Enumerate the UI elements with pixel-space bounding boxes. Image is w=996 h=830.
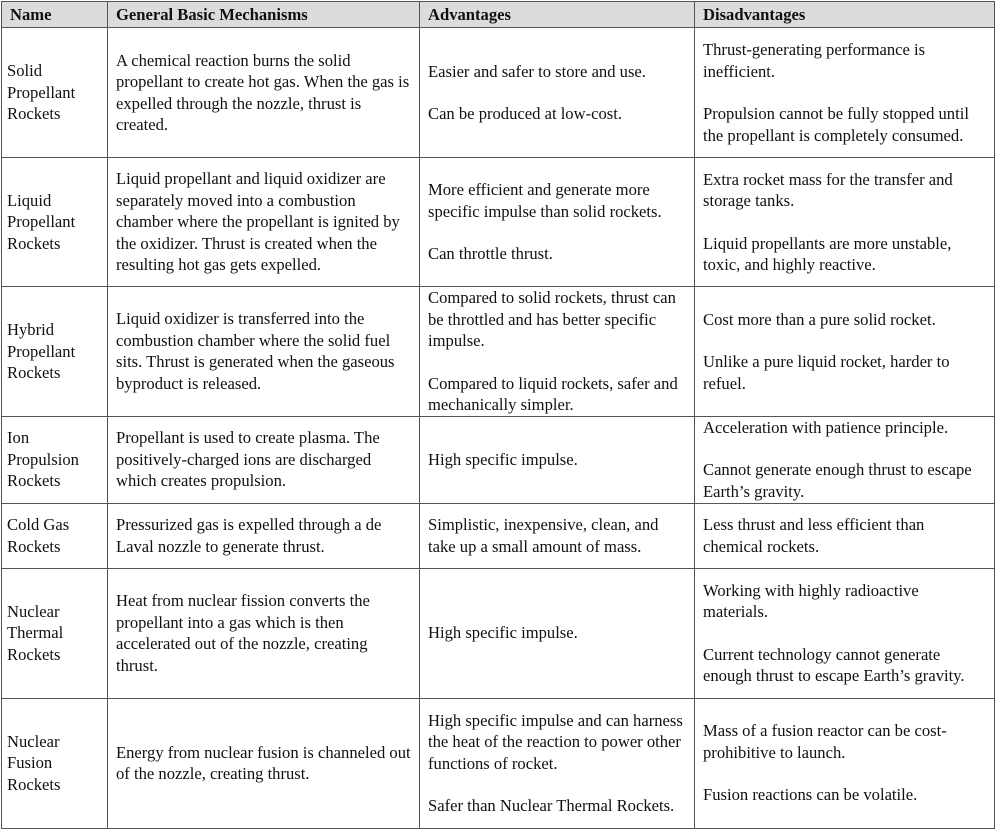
header-row [2, 2, 995, 28]
disadvantage-item: Extra rocket mass for the transfer and storage tanks. [703, 169, 953, 210]
disadvantages-cell [695, 568, 995, 698]
disadvantage-item: Cost more than a pure solid rocket. [703, 309, 936, 329]
advantage-item: Safer than Nuclear Thermal Rockets. [428, 796, 675, 815]
advantage-item: Compared to liquid rockets, safer and mechanically simpler. [428, 373, 678, 414]
disadvantage-item: Liquid propellants are more unstable, toxic, and highly reactive. [703, 233, 952, 274]
disadvantages-cell [695, 158, 995, 287]
disadvantage-item: Current technology cannot generate enough thrust to escape Earth’s gravity. [703, 644, 965, 685]
rocket-name: Liquid Propellant Rockets [2, 158, 108, 287]
rocket-name: Hybrid Propellant Rockets [2, 287, 108, 417]
advantages-cell [420, 503, 695, 568]
disadvantage-item: Mass of a fusion reactor can be cost-prohibitive to launch. [703, 721, 947, 762]
header-advantages: Advantages [420, 2, 695, 28]
advantages-cell [420, 28, 695, 158]
mechanism-cell: Propellant is used to create plasma. The positively-charged ions are discharged which creates propulsion. [108, 416, 420, 503]
table-row [2, 287, 995, 417]
disadvantage-item: Fusion reactions can be volatile. [703, 785, 918, 805]
mechanism-cell: Liquid oxidizer is transferred into the combustion chamber where the solid fuel sits. Thrust is generated when the gaseous byproduct is released. [108, 287, 420, 417]
mechanism-cell: Liquid propellant and liquid oxidizer are separately moved into a combustion chamber where the propellant is ignited by the oxidizer. Thrust is created when the resulting hot gas gets expelled. [108, 158, 420, 287]
table-row [2, 503, 995, 568]
disadvantages-cell [695, 698, 995, 828]
advantage-item: More efficient and generate more specific impulse than solid rockets. [428, 180, 662, 221]
advantage-item: Can be produced at low-cost. [428, 104, 622, 123]
disadvantages-cell [695, 416, 995, 503]
rocket-comparison-table [1, 1, 995, 829]
table-row [2, 698, 995, 828]
disadvantage-item: Propulsion cannot be fully stopped until the propellant is completely consumed. [703, 104, 969, 145]
advantages-cell [420, 416, 695, 503]
disadvantages-cell [695, 503, 995, 568]
mechanism-cell: Pressurized gas is expelled through a de Laval nozzle to generate thrust. [108, 503, 420, 568]
table-row [2, 158, 995, 287]
disadvantages-cell [695, 287, 995, 417]
advantage-item: High specific impulse and can harness the heat of the reaction to power other functions of rocket. [428, 710, 683, 773]
mechanism-cell: Energy from nuclear fusion is channeled out of the nozzle, creating thrust. [108, 698, 420, 828]
rocket-name: Nuclear Fusion Rockets [2, 698, 108, 828]
advantage-item: High specific impulse. [428, 623, 578, 643]
advantage-item: Can throttle thrust. [428, 244, 553, 264]
header-mechanism: General Basic Mechanisms [108, 2, 420, 28]
mechanism-cell: A chemical reaction burns the solid propellant to create hot gas. When the gas is expelled through the nozzle, thrust is created. [108, 28, 420, 158]
disadvantages-cell [695, 28, 995, 158]
rocket-name: Ion Propulsion Rockets [2, 416, 108, 503]
disadvantage-item: Working with highly radioactive materials. [703, 580, 919, 621]
advantage-item: Easier and safer to store and use. [428, 61, 646, 81]
rocket-name: Nuclear Thermal Rockets [2, 568, 108, 698]
table-row [2, 28, 995, 158]
disadvantage-item: Less thrust and less efficient than chemical rockets. [703, 515, 925, 556]
disadvantage-item: Cannot generate enough thrust to escape Earth’s gravity. [703, 460, 972, 501]
rocket-name: Solid Propellant Rockets [2, 28, 108, 158]
advantage-item: High specific impulse. [428, 449, 578, 469]
advantages-cell [420, 568, 695, 698]
table-row [2, 568, 995, 698]
disadvantage-item: Acceleration with patience principle. [703, 417, 949, 437]
mechanism-cell: Heat from nuclear fission converts the propellant into a gas which is then accelerated out of the nozzle, creating thrust. [108, 568, 420, 698]
advantage-item: Simplistic, inexpensive, clean, and take up a small amount of mass. [428, 515, 659, 556]
table-row [2, 416, 995, 503]
header-name: Name [2, 2, 108, 28]
rocket-name: Cold Gas Rockets [2, 503, 108, 568]
advantage-item: Compared to solid rockets, thrust can be throttled and has better specific impulse. [428, 288, 676, 350]
advantages-cell [420, 158, 695, 287]
advantages-cell [420, 698, 695, 828]
advantages-cell [420, 287, 695, 417]
disadvantage-item: Thrust-generating performance is inefficient. [703, 40, 926, 81]
header-disadvantages: Disadvantages [695, 2, 995, 28]
disadvantage-item: Unlike a pure liquid rocket, harder to refuel. [703, 352, 950, 393]
